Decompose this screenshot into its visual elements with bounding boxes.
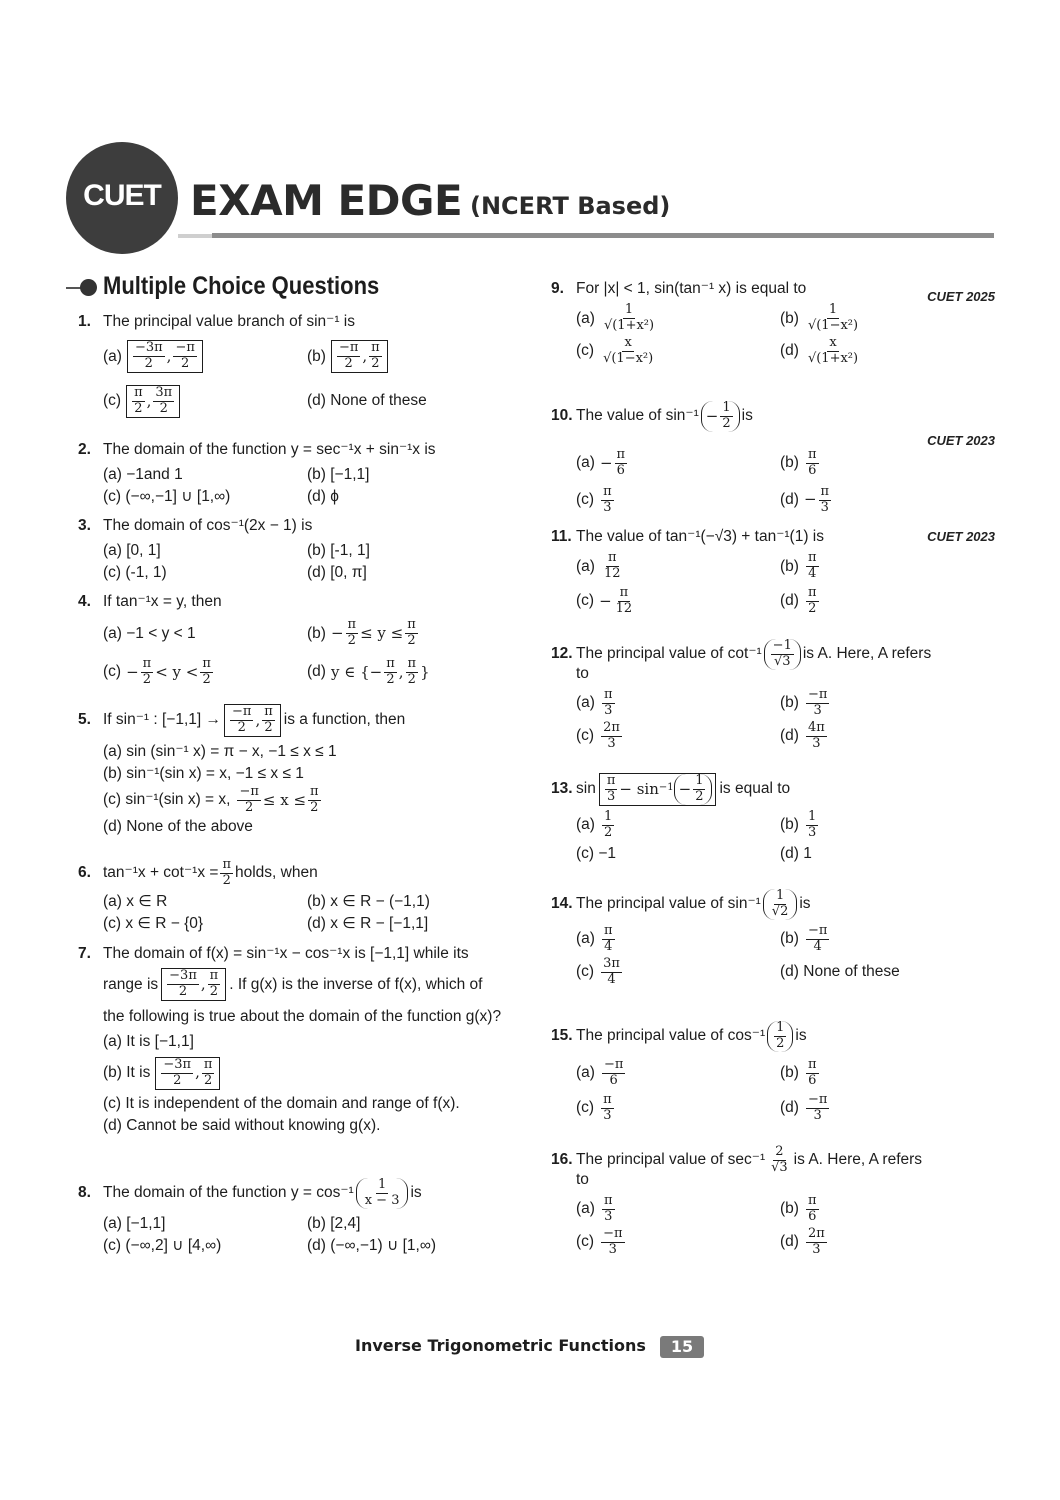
option-d-text: (d) None of the above [103, 817, 253, 835]
option-d[interactable]: (d) $\frac{4\pi}{3}$ [780, 719, 825, 751]
exam-tag: CUET 2023 [927, 529, 995, 544]
question-number: 7. [78, 945, 91, 962]
question-text: The value of tan⁻¹(−√3) + tan⁻¹(1) is [576, 528, 824, 545]
option-c[interactable] [576, 843, 780, 865]
question-text-tail: is [795, 1027, 807, 1045]
question-text-tail: is [799, 895, 811, 913]
option-c[interactable] [103, 913, 307, 935]
option-a-text: (a) −1 < y < 1 [103, 624, 196, 642]
option-d[interactable] [103, 1115, 528, 1137]
question-text-tail: is A. Here, A refers [793, 1151, 923, 1169]
option-c[interactable]: (c) $\frac{3\pi}{4}$ [576, 955, 620, 987]
option-d-text: (d) [0, π] [307, 564, 367, 582]
question-number: 11. [551, 528, 572, 545]
question-number: 16. [551, 1151, 573, 1169]
question-7 [78, 944, 528, 1178]
option-a[interactable]: (a) $\frac{\pi}{3}$ [576, 1193, 613, 1224]
section-bullet-icon [80, 279, 97, 296]
question-math: $\frac{-3\pi}{2}$ , $\frac{\pi}{2}$ [161, 968, 226, 1001]
option-b[interactable]: (b) $\frac{\pi}{6}$ [780, 1193, 817, 1224]
option-c[interactable] [103, 1093, 528, 1115]
option-a-math: $\frac{-3\pi}{2}$ , $\frac{-\pi}{2}$ [127, 340, 203, 373]
header-rule [212, 233, 994, 238]
option-b-math: $\frac{-3\pi}{2}$ , $\frac{\pi}{2}$ [155, 1057, 220, 1090]
option-d[interactable] [307, 562, 528, 584]
option-d[interactable]: (d) $\frac{\pi}{2}$ [780, 585, 817, 616]
section-title: Multiple Choice Questions [103, 272, 380, 300]
question-text-3: . If g(x) is the inverse of f(x), which of [229, 975, 483, 993]
option-b[interactable] [307, 464, 528, 486]
question-text-4: the following is true about the domain of the function g(x)? [103, 1008, 502, 1026]
option-a[interactable] [103, 618, 307, 649]
question-text: The value of sin⁻¹ [576, 407, 699, 425]
question-5 [78, 704, 528, 858]
question-number: 10. [551, 407, 573, 425]
question-number: 12. [551, 645, 573, 663]
question-math: − $\frac{1}{2}$ [701, 401, 740, 432]
option-d[interactable] [307, 385, 528, 418]
question-number: 14. [551, 895, 573, 913]
option-d-text: (d) None of these [780, 963, 900, 981]
question-text: If tan⁻¹x = y, then [103, 593, 222, 610]
option-d[interactable] [780, 843, 1001, 865]
question-text-2: to [576, 1170, 589, 1188]
question-15 [551, 1021, 1001, 1145]
option-b-text: (b) It is [103, 1064, 151, 1082]
page-number: 15 [660, 1336, 704, 1358]
option-c-math: $\frac{\pi}{2}$ , $\frac{3\pi}{2}$ [126, 385, 180, 418]
question-number: 1. [78, 313, 91, 330]
option-d[interactable]: (d) y ∈ {− $\frac{\pi}{2}$ , $\frac{\pi}{2}$ } [307, 656, 430, 687]
option-c-text: (c) (−∞,−1] ∪ [1,∞) [103, 488, 231, 506]
option-c-text: (c) sin⁻¹(sin x) = x, [103, 791, 231, 809]
question-text-tail: is equal to [719, 780, 791, 798]
option-d[interactable]: (d) $\frac{2\pi}{3}$ [780, 1225, 825, 1257]
option-a-text: (a) [−1,1] [103, 1214, 166, 1232]
option-c[interactable]: (c) $\frac{\pi}{2}$ , $\frac{3\pi}{2}$ [103, 385, 307, 418]
question-text-2: to [576, 664, 589, 682]
option-b-text: (b) [−1,1] [307, 466, 370, 484]
question-text: tan⁻¹x + cot⁻¹x = [103, 864, 219, 882]
option-d[interactable] [307, 913, 528, 935]
option-c[interactable] [103, 486, 307, 508]
question-2 [78, 440, 528, 516]
question-13 [551, 773, 1001, 889]
option-d[interactable] [307, 486, 528, 508]
option-a[interactable]: (a) $\frac{\pi}{4}$ [576, 922, 613, 954]
option-c[interactable]: (c) $\frac{\pi}{3}$ [576, 1091, 612, 1123]
option-a-text: (a) sin (sin⁻¹ x) = π − x, −1 ≤ x ≤ 1 [103, 742, 337, 760]
option-d-text: (d) Cannot be said without knowing g(x). [103, 1117, 381, 1135]
chapter-footer: Inverse Trigonometric Functions [355, 1336, 646, 1355]
question-text: The domain of f(x) = sin⁻¹x − cos⁻¹x is [−1,1] while its [103, 945, 469, 962]
option-b[interactable] [307, 1213, 528, 1235]
question-4 [78, 592, 528, 704]
option-a[interactable] [103, 891, 307, 913]
option-a-text: (a) [0, 1] [103, 542, 161, 560]
question-math: $\frac{-\pi}{2}$ , $\frac{\pi}{2}$ [224, 704, 281, 737]
option-d-text: (d) ϕ [307, 488, 339, 506]
left-column [78, 312, 528, 1268]
question-number: 9. [551, 280, 564, 297]
option-c-text: (c) x ∈ R − {0} [103, 914, 204, 932]
option-a[interactable]: (a) $\frac{\pi}{3}$ [576, 687, 613, 718]
option-b[interactable]: (b) $\frac{\pi}{6}$ [780, 446, 817, 478]
option-b[interactable]: (b) $\frac{\pi}{4}$ [780, 550, 817, 582]
option-b[interactable]: (b) $\frac{1}{\text{√(1−x²)}}$ [780, 302, 859, 334]
option-c-text: (c) It is independent of the domain and range of f(x). [103, 1095, 460, 1113]
exam-tag: CUET 2023 [927, 433, 995, 448]
question-11 [551, 527, 1001, 639]
question-math: $\frac{1}{x - 3}$ [356, 1178, 409, 1209]
question-text: The principal value of sin⁻¹ [576, 895, 761, 913]
option-a-text: (a) x ∈ R [103, 892, 168, 910]
option-b[interactable]: (b) $\frac{\pi}{6}$ [780, 1056, 817, 1088]
option-b-math: − $\frac{\pi}{2}$ ≤ y ≤ $\frac{\pi}{2}$ [330, 617, 416, 649]
option-c-math: $\frac{-\pi}{2}$ ≤ x ≤ $\frac{\pi}{2}$ [239, 783, 319, 815]
option-b-text: (b) sin⁻¹(sin x) = x, −1 ≤ x ≤ 1 [103, 764, 304, 782]
option-a[interactable]: (a) $\frac{-3\pi}{2}$ , $\frac{-\pi}{2}$ [103, 340, 307, 373]
option-b[interactable] [103, 763, 528, 785]
option-d-text: (d) x ∈ R − [−1,1] [307, 914, 429, 932]
question-text: The principal value of cot⁻¹ [576, 645, 762, 663]
option-d-math: y ∈ {− $\frac{\pi}{2}$ , $\frac{\pi}{2}$ } [330, 656, 430, 687]
question-10 [551, 401, 1001, 527]
badge-text: CUET [83, 179, 161, 212]
question-math: $\frac{1}{√2}$ [763, 889, 798, 920]
question-text-2: range is [103, 975, 159, 993]
option-a-text: (a) It is [−1,1] [103, 1033, 194, 1051]
option-d[interactable] [103, 816, 528, 838]
option-c[interactable]: (c) − $\frac{\pi}{2}$ < y < $\frac{\pi}{2}$ [103, 657, 307, 688]
option-a[interactable] [103, 1213, 307, 1235]
question-number: 2. [78, 441, 91, 458]
option-c[interactable]: (c) $\frac{-\pi}{3}$ [576, 1225, 623, 1257]
question-14 [551, 889, 1001, 1021]
option-b[interactable] [307, 891, 528, 913]
question-text-tail: is a function, then [283, 711, 406, 729]
option-c-text: (c) (-1, 1) [103, 564, 167, 582]
question-number: 5. [78, 711, 91, 729]
question-number: 3. [78, 517, 91, 534]
option-a[interactable]: (a) − $\frac{\pi}{6}$ [576, 446, 626, 478]
question-text-tail: holds, when [234, 864, 318, 882]
option-c[interactable] [103, 1235, 307, 1257]
question-number: 15. [551, 1027, 573, 1045]
question-16 [551, 1145, 1001, 1269]
option-a[interactable] [103, 741, 528, 763]
question-text: The domain of the function y = cos⁻¹ [103, 1184, 354, 1202]
option-a[interactable]: (a) $\frac{1}{2}$ [576, 808, 613, 840]
option-c-math: − $\frac{\pi}{2}$ < y < $\frac{\pi}{2}$ [126, 656, 211, 687]
right-column [551, 279, 1001, 1269]
question-math: $\frac{\pi}{3}$ − sin −1 − $\frac{1}{2}$ [599, 773, 717, 806]
option-c[interactable] [103, 785, 528, 816]
question-text-tail: is [410, 1184, 422, 1202]
option-d-text: (d) None of these [307, 392, 427, 410]
question-3 [78, 516, 528, 592]
option-d[interactable]: (d) $\frac{-\pi}{3}$ [780, 1091, 828, 1123]
page-subtitle: (NCERT Based) [470, 192, 671, 220]
option-b[interactable]: (b) $\frac{-\pi}{2}$ , $\frac{\pi}{2}$ [307, 340, 528, 373]
option-c[interactable]: (c) $\frac{\pi}{3}$ [576, 483, 612, 515]
question-number: 8. [78, 1184, 91, 1202]
option-a[interactable]: (a) $\frac{1}{\text{√(1+x²)}}$ [576, 302, 655, 334]
question-number: 13. [551, 780, 573, 798]
question-text-tail: is A. Here, A refers [802, 645, 932, 663]
question-math: $\frac{1}{2}$ [767, 1021, 793, 1052]
question-math: $\frac{\pi}{2}$ [222, 857, 231, 888]
question-text-tail: is [741, 407, 753, 425]
option-d-text: (d) (−∞,−1) ∪ [1,∞) [307, 1236, 437, 1254]
option-d[interactable] [780, 957, 1001, 988]
option-c[interactable]: (c) − $\frac{\pi}{12}$ [576, 585, 633, 616]
option-b[interactable]: (b) $\frac{1}{3}$ [780, 808, 817, 840]
option-b[interactable] [307, 540, 528, 562]
question-text: The principal value branch of sin⁻¹ is [103, 313, 355, 330]
option-b-math: $\frac{-\pi}{2}$ , $\frac{\pi}{2}$ [331, 340, 388, 373]
question-text: The principal value of sec⁻¹ [576, 1151, 766, 1169]
option-b-text: (b) [-1, 1] [307, 542, 370, 560]
option-b-text: (b) x ∈ R − (−1,1) [307, 892, 430, 910]
option-c[interactable] [103, 562, 307, 584]
option-a[interactable] [103, 1031, 528, 1053]
option-a[interactable] [103, 540, 307, 562]
option-a[interactable]: (a) $\frac{-\pi}{6}$ [576, 1056, 624, 1088]
question-text: For |x| < 1, sin(tan⁻¹ x) is equal to [576, 280, 807, 297]
exam-tag: CUET 2025 [927, 289, 995, 304]
question-text: The principal value of cos⁻¹ [576, 1027, 766, 1045]
question-1 [78, 312, 528, 440]
option-d-text: (d) 1 [780, 844, 812, 862]
option-d[interactable]: (d) − $\frac{\pi}{3}$ [780, 483, 830, 515]
question-text: If sin⁻¹ : [−1,1] → [103, 711, 222, 729]
option-b[interactable] [103, 1053, 528, 1093]
option-c[interactable]: (c) $\frac{2\pi}{3}$ [576, 719, 620, 751]
question-12 [551, 639, 1001, 773]
question-text: sin [576, 780, 596, 798]
option-a[interactable] [103, 464, 307, 486]
question-8 [78, 1178, 528, 1268]
question-text: The domain of cos⁻¹(2x − 1) is [103, 517, 313, 534]
option-d[interactable]: (d) $\frac{x}{\text{√(1+x²)}}$ [780, 335, 859, 366]
option-b-text: (b) [2,4] [307, 1214, 361, 1232]
option-a-text: (a) −1and 1 [103, 466, 183, 484]
cuet-badge [66, 142, 178, 254]
option-a[interactable]: (a) $\frac{\pi}{12}$ [576, 550, 621, 582]
option-b[interactable]: (b) $\frac{-\pi}{3}$ [780, 687, 828, 718]
option-b[interactable]: (b) − $\frac{\pi}{2}$ ≤ y ≤ $\frac{\pi}{2}$ [307, 618, 528, 649]
question-number: 4. [78, 593, 91, 610]
page-title: EXAM EDGE [190, 176, 463, 225]
question-math: $\frac{-1}{√3}$ [764, 639, 801, 670]
option-c-text: (c) −1 [576, 844, 617, 862]
header-rule-light [178, 234, 214, 238]
question-number: 6. [78, 864, 91, 882]
option-c[interactable]: (c) $\frac{x}{\text{√(1−x²)}}$ [576, 335, 654, 366]
question-9 [551, 279, 1001, 401]
question-text: The domain of the function y = sec⁻¹x + sin⁻¹x is [103, 441, 436, 458]
question-6 [78, 858, 528, 944]
option-b[interactable]: (b) $\frac{-\pi}{4}$ [780, 922, 828, 954]
question-math: $\frac{2}{√3}$ [771, 1144, 788, 1175]
option-c-text: (c) (−∞,2] ∪ [4,∞) [103, 1236, 222, 1254]
option-d[interactable] [307, 1235, 528, 1257]
